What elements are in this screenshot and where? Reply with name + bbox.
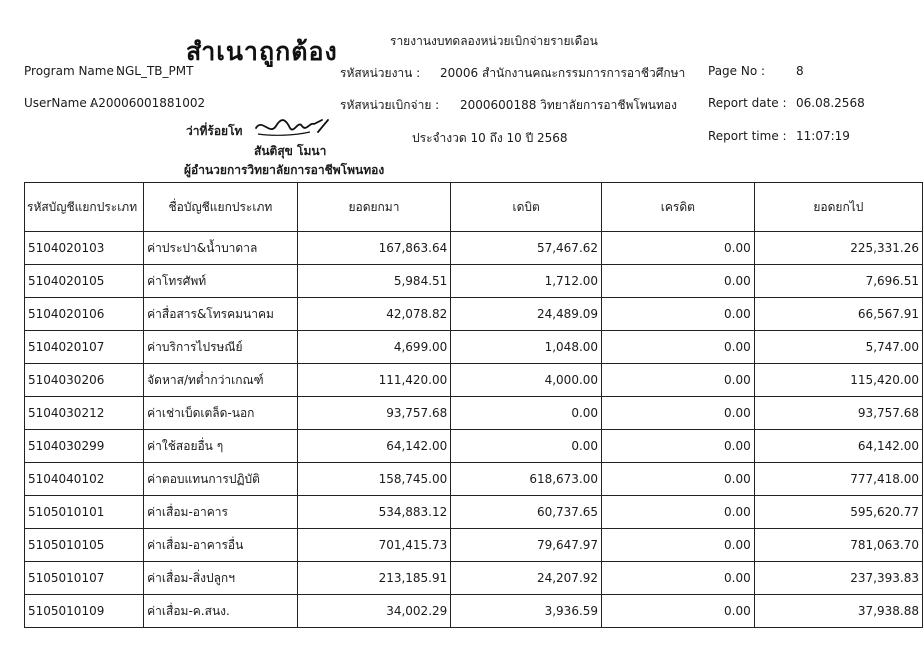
credit: 0.00 xyxy=(602,265,755,298)
account-code: 5105010105 xyxy=(25,529,144,562)
table-row xyxy=(25,595,923,628)
account-name: ค่าเสื่อม-สิ่งปลูกฯ xyxy=(144,562,297,595)
page-no-value: 8 xyxy=(796,64,804,78)
username-value: A20006001881002 xyxy=(90,96,206,110)
credit: 0.00 xyxy=(602,496,755,529)
brought-forward: 701,415.73 xyxy=(297,529,451,562)
credit: 0.00 xyxy=(602,463,755,496)
brought-forward: 5,984.51 xyxy=(297,265,451,298)
period-text: ประจำงวด 10 ถึง 10 ปี 2568 xyxy=(412,131,568,145)
table-row xyxy=(25,496,923,529)
account-name: ค่าบริการไปรษณีย์ xyxy=(144,331,297,364)
col-header-account-code: รหัสบัญชีแยกประเภท xyxy=(25,183,144,232)
report-title: รายงานงบทดลองหน่วยเบิกจ่ายรายเดือน xyxy=(390,34,598,48)
account-code: 5105010107 xyxy=(25,562,144,595)
brought-forward: 158,745.00 xyxy=(297,463,451,496)
table-row xyxy=(25,562,923,595)
credit: 0.00 xyxy=(602,397,755,430)
certified-copy-stamp: สำเนาถูกต้อง xyxy=(186,37,338,66)
report-time-value: 11:07:19 xyxy=(796,129,850,143)
account-name: จัดหาส/ทต่ำกว่าเกณฑ์ xyxy=(144,364,297,397)
debit: 57,467.62 xyxy=(451,232,602,265)
carried-forward: 595,620.77 xyxy=(754,496,922,529)
credit: 0.00 xyxy=(602,232,755,265)
disbursement-unit-label: รหัสหน่วยเบิกจ่าย : xyxy=(340,98,440,112)
carried-forward: 781,063.70 xyxy=(754,529,922,562)
col-header-carried-forward: ยอดยกไป xyxy=(754,183,922,232)
account-name: ค่าโทรศัพท์ xyxy=(144,265,297,298)
table-row xyxy=(25,298,923,331)
debit: 1,712.00 xyxy=(451,265,602,298)
username-label: UserName : xyxy=(24,96,95,110)
debit: 0.00 xyxy=(451,430,602,463)
account-code: 5104020103 xyxy=(25,232,144,265)
debit: 1,048.00 xyxy=(451,331,602,364)
account-code: 5105010101 xyxy=(25,496,144,529)
carried-forward: 7,696.51 xyxy=(754,265,922,298)
brought-forward: 64,142.00 xyxy=(297,430,451,463)
account-code: 5104020107 xyxy=(25,331,144,364)
credit: 0.00 xyxy=(602,331,755,364)
program-name-value: NGL_TB_PMT xyxy=(116,64,194,78)
carried-forward: 66,567.91 xyxy=(754,298,922,331)
table-header-row xyxy=(25,183,923,232)
table-row xyxy=(25,331,923,364)
brought-forward: 167,863.64 xyxy=(297,232,451,265)
col-header-credit: เครดิต xyxy=(602,183,755,232)
account-name: ค่าเสื่อม-อาคาร xyxy=(144,496,297,529)
account-code: 5104040102 xyxy=(25,463,144,496)
debit: 618,673.00 xyxy=(451,463,602,496)
debit: 60,737.65 xyxy=(451,496,602,529)
account-name: ค่าใช้สอยอื่น ๆ xyxy=(144,430,297,463)
certifier-name: สันติสุข โมนา xyxy=(254,144,327,158)
carried-forward: 225,331.26 xyxy=(754,232,922,265)
account-code: 5105010109 xyxy=(25,595,144,628)
debit: 4,000.00 xyxy=(451,364,602,397)
account-code: 5104020105 xyxy=(25,265,144,298)
carried-forward: 5,747.00 xyxy=(754,331,922,364)
table-row xyxy=(25,397,923,430)
table-row xyxy=(25,265,923,298)
credit: 0.00 xyxy=(602,529,755,562)
brought-forward: 534,883.12 xyxy=(297,496,451,529)
account-name: ค่าเช่าเบ็ดเตล็ด-นอก xyxy=(144,397,297,430)
account-name: ค่าสื่อสาร&โทรคมนาคม xyxy=(144,298,297,331)
carried-forward: 237,393.83 xyxy=(754,562,922,595)
debit: 79,647.97 xyxy=(451,529,602,562)
account-name: ค่าเสื่อม-อาคารอื่น xyxy=(144,529,297,562)
credit: 0.00 xyxy=(602,298,755,331)
account-name: ค่าเสื่อม-ค.สนง. xyxy=(144,595,297,628)
col-header-debit: เดบิต xyxy=(451,183,602,232)
account-code: 5104020106 xyxy=(25,298,144,331)
brought-forward: 42,078.82 xyxy=(297,298,451,331)
account-code: 5104030212 xyxy=(25,397,144,430)
ledger-table xyxy=(24,182,923,628)
credit: 0.00 xyxy=(602,364,755,397)
agency-code-label: รหัสหน่วยงาน : xyxy=(340,66,421,80)
signature-icon xyxy=(252,114,332,140)
brought-forward: 93,757.68 xyxy=(297,397,451,430)
account-name: ค่าตอบแทนการปฏิบัติ xyxy=(144,463,297,496)
credit: 0.00 xyxy=(602,430,755,463)
carried-forward: 115,420.00 xyxy=(754,364,922,397)
debit: 24,489.09 xyxy=(451,298,602,331)
table-row xyxy=(25,463,923,496)
program-name-label: Program Name : xyxy=(24,64,122,78)
col-header-account-name: ชื่อบัญชีแยกประเภท xyxy=(144,183,297,232)
debit: 24,207.92 xyxy=(451,562,602,595)
debit: 3,936.59 xyxy=(451,595,602,628)
report-date-label: Report date : xyxy=(708,96,787,110)
agency-code-value: 20006 สำนักงานคณะกรรมการการอาชีวศึกษา xyxy=(440,66,686,80)
disbursement-unit-value: 2000600188 วิทยาลัยการอาชีพโพนทอง xyxy=(460,98,677,112)
carried-forward: 37,938.88 xyxy=(754,595,922,628)
report-date-value: 06.08.2568 xyxy=(796,96,865,110)
account-code: 5104030206 xyxy=(25,364,144,397)
account-name: ค่าประปา&น้ำบาดาล xyxy=(144,232,297,265)
brought-forward: 34,002.29 xyxy=(297,595,451,628)
report-time-label: Report time : xyxy=(708,129,787,143)
certifier-position: ผู้อำนวยการวิทยาลัยการอาชีพโพนทอง xyxy=(184,163,385,177)
carried-forward: 777,418.00 xyxy=(754,463,922,496)
col-header-brought-forward: ยอดยกมา xyxy=(297,183,451,232)
table-row xyxy=(25,430,923,463)
brought-forward: 4,699.00 xyxy=(297,331,451,364)
brought-forward: 213,185.91 xyxy=(297,562,451,595)
carried-forward: 64,142.00 xyxy=(754,430,922,463)
certifier-rank: ว่าที่ร้อยโท xyxy=(186,124,243,138)
credit: 0.00 xyxy=(602,562,755,595)
debit: 0.00 xyxy=(451,397,602,430)
account-code: 5104030299 xyxy=(25,430,144,463)
table-row xyxy=(25,364,923,397)
page-no-label: Page No : xyxy=(708,64,766,78)
table-row xyxy=(25,232,923,265)
credit: 0.00 xyxy=(602,595,755,628)
carried-forward: 93,757.68 xyxy=(754,397,922,430)
table-row xyxy=(25,529,923,562)
brought-forward: 111,420.00 xyxy=(297,364,451,397)
